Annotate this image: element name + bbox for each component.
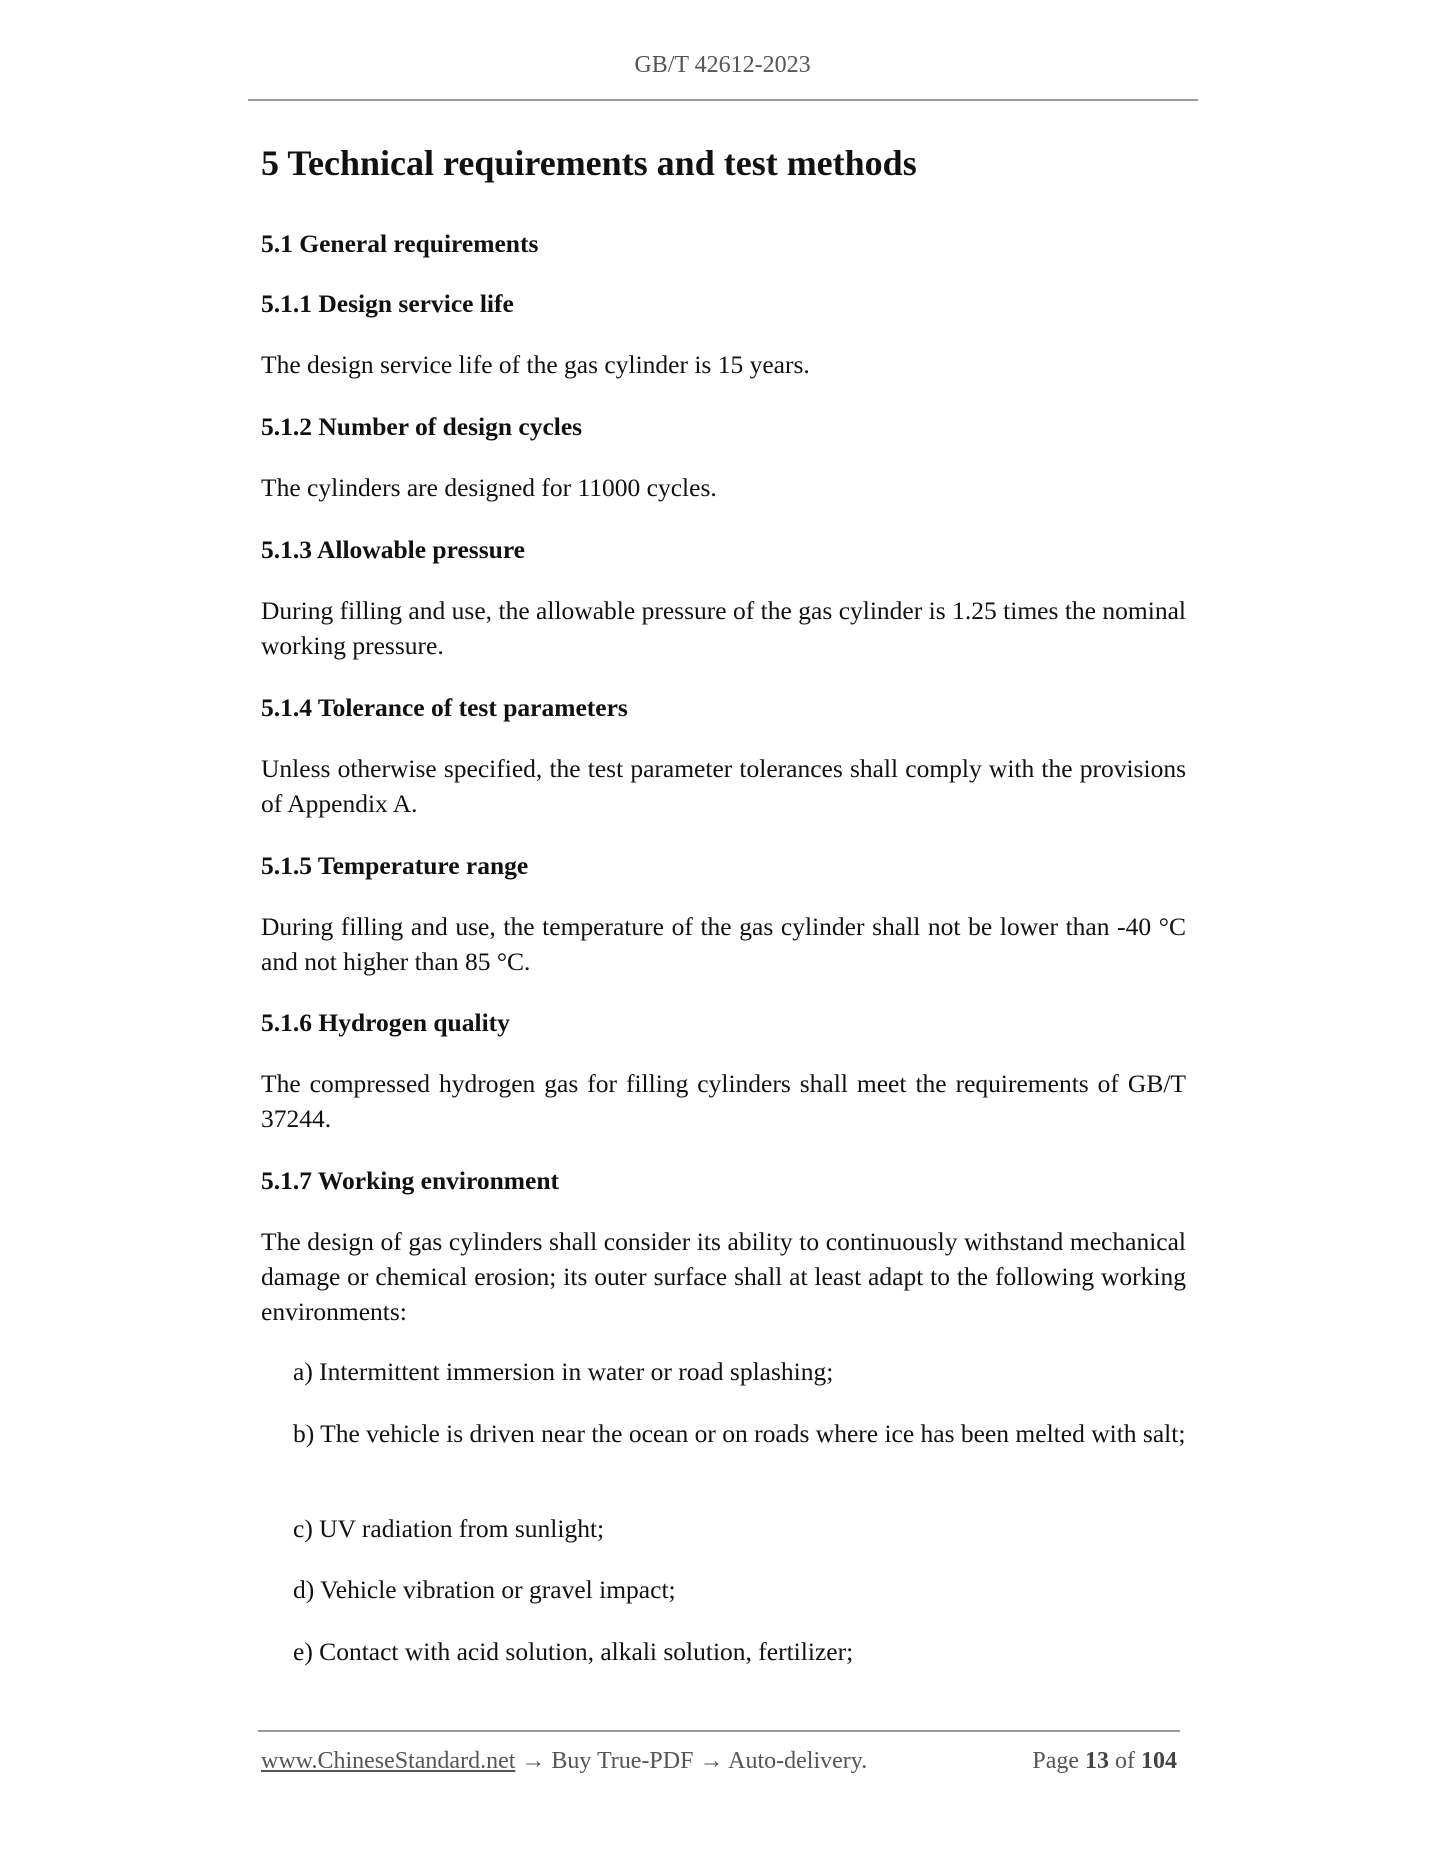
website-link[interactable]: www.ChineseStandard.net xyxy=(261,1748,516,1774)
heading-5-1-2: 5.1.2 Number of design cycles xyxy=(261,412,583,441)
heading-5-1: 5.1 General requirements xyxy=(261,229,539,258)
list-item: b) The vehicle is driven near the ocean or on roads where ice has been melted with salt; xyxy=(293,1419,1186,1448)
paragraph-5-1-7: The design of gas cylinders shall consider its ability to continuously withstand mechanical damage or chemical erosion; its outer surface shall at least adapt to the following working environments: xyxy=(261,1227,1186,1326)
paragraph-5-1-6: The compressed hydrogen gas for filling cylinders shall meet the requirements of GB/T 37244. xyxy=(261,1069,1186,1133)
paragraph-5-1-2: The cylinders are designed for 11000 cycles. xyxy=(261,473,717,502)
heading-5-1-7: 5.1.7 Working environment xyxy=(261,1166,560,1195)
paragraph-5-1-5: During filling and use, the temperature of the gas cylinder shall not be lower than -40 °C and not higher than 85 °C. xyxy=(261,912,1186,976)
list-item: a) Intermittent immersion in water or road splashing; xyxy=(293,1357,834,1386)
page-label: Page xyxy=(1032,1748,1079,1774)
heading-5-1-3: 5.1.3 Allowable pressure xyxy=(261,535,525,564)
buy-pdf-text: Buy True-PDF xyxy=(551,1748,694,1774)
footer-promo xyxy=(261,1748,867,1775)
paragraph-5-1-1: The design service life of the gas cylinder is 15 years. xyxy=(261,350,810,379)
section-title: 5 Technical requirements and test methods xyxy=(261,143,917,183)
arrow-right-icon: → xyxy=(699,1748,724,1774)
heading-5-1-1: 5.1.1 Design service life xyxy=(261,289,514,318)
total-pages: 104 xyxy=(1141,1748,1177,1774)
page-of-label: of xyxy=(1115,1748,1135,1774)
heading-5-1-6: 5.1.6 Hydrogen quality xyxy=(261,1008,510,1037)
page-number xyxy=(1032,1748,1177,1775)
current-page: 13 xyxy=(1085,1748,1109,1774)
heading-5-1-4: 5.1.4 Tolerance of test parameters xyxy=(261,693,628,722)
list-item: d) Vehicle vibration or gravel impact; xyxy=(293,1575,676,1604)
header-divider xyxy=(248,99,1198,101)
paragraph-5-1-3: During filling and use, the allowable pressure of the gas cylinder is 1.25 times the nominal working pressure. xyxy=(261,596,1186,660)
list-item: e) Contact with acid solution, alkali solution, fertilizer; xyxy=(293,1637,854,1666)
footer-divider xyxy=(258,1730,1180,1732)
heading-5-1-5: 5.1.5 Temperature range xyxy=(261,851,529,880)
auto-delivery-text: Auto-delivery. xyxy=(728,1748,868,1774)
document-id-header: GB/T 42612-2023 xyxy=(634,52,811,78)
list-item: c) UV radiation from sunlight; xyxy=(293,1514,605,1543)
paragraph-5-1-4: Unless otherwise specified, the test parameter tolerances shall comply with the provisions of Appendix A. xyxy=(261,754,1186,818)
arrow-right-icon: → xyxy=(521,1748,546,1774)
